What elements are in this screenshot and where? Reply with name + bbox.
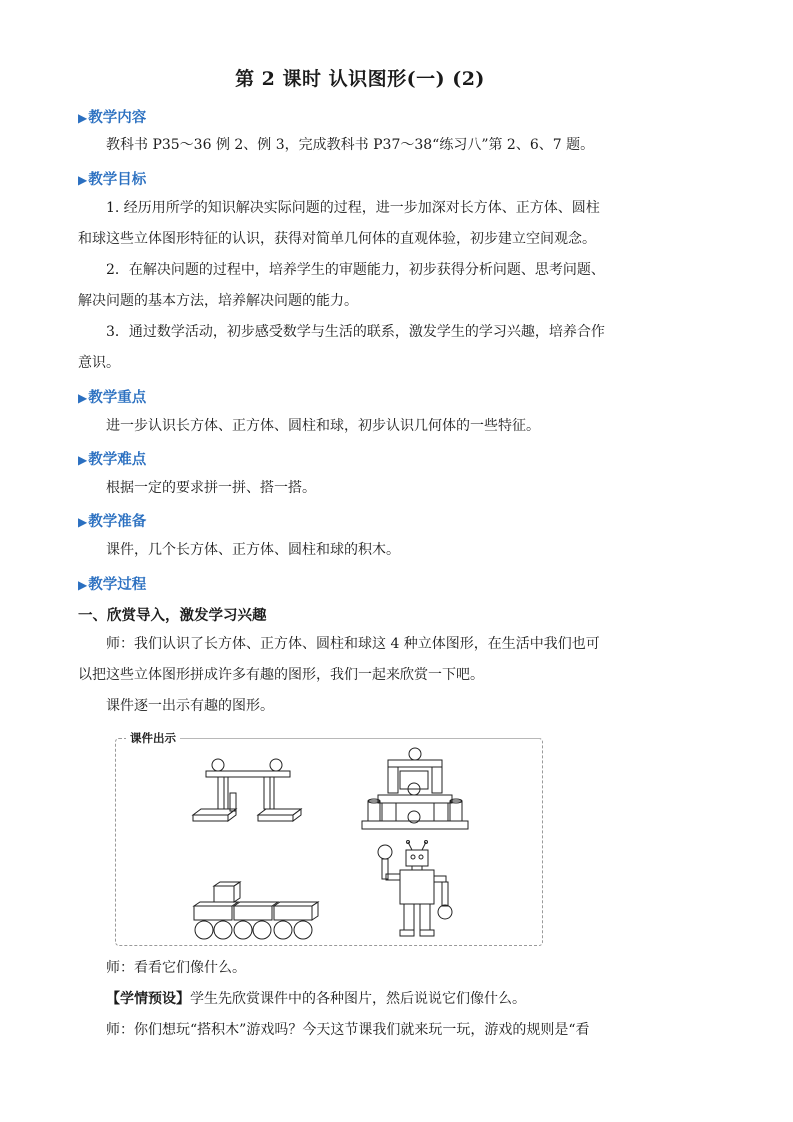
section-heading-text: 教学准备 (88, 514, 147, 530)
triangle-marker-icon: ▶ (78, 391, 88, 405)
block-figure-robot (372, 840, 462, 942)
section-heading-process (78, 573, 146, 594)
courseware-box-label: 课件出示 (126, 730, 180, 746)
block-figure-train (190, 880, 320, 944)
courseware-box-rule (178, 738, 541, 739)
preset-tag: 【学情预设】 (106, 991, 190, 1007)
triangle-marker-icon: ▶ (78, 515, 88, 529)
section-heading-difficulty (78, 448, 146, 469)
section-heading-text: 教学难点 (88, 452, 147, 468)
lesson-title: 第 2 课时 认识图形(一) (2) (235, 68, 485, 90)
content-text: 教科书 P35～36 例 2、例 3，完成教科书 P37～38“练习八”第 2、6、7 题。 (106, 137, 595, 153)
section-heading-key (78, 386, 146, 407)
key-text: 进一步认识长方体、正方体、圆柱和球，初步认识几何体的一些特征。 (106, 418, 540, 434)
section-heading-text: 教学内容 (88, 110, 147, 126)
section-heading-text: 教学重点 (88, 390, 147, 406)
triangle-marker-icon: ▶ (78, 578, 88, 592)
step1-preset (78, 984, 606, 1015)
triangle-marker-icon: ▶ (78, 453, 88, 467)
triangle-marker-icon: ▶ (78, 111, 88, 125)
section-heading-text: 教学过程 (88, 577, 147, 593)
step1-paragraph-3: 师：看看它们像什么。 (106, 960, 246, 976)
section-heading-prep (78, 510, 146, 531)
section-heading-text: 教学目标 (88, 172, 147, 188)
section-heading-goals (78, 168, 146, 189)
step1-paragraph-4: 师：你们想玩“搭积木”游戏吗？今天这节课我们就来玩一玩，游戏的规则是“看 (106, 1022, 590, 1038)
step1-paragraph-2: 课件逐一出示有趣的图形。 (106, 698, 274, 714)
courseware-box (115, 738, 543, 946)
step1-paragraph-1: 师：我们认识了长方体、正方体、圆柱和球这 4 种立体图形，在生活中我们也可以把这些立体图形拼成许多有趣的图形，我们一起来欣赏一下吧。 (78, 636, 600, 683)
triangle-marker-icon: ▶ (78, 173, 88, 187)
goal-item-2: 2．在解决问题的过程中，培养学生的审题能力，初步获得分析问题、思考问题、解决问题的基本方法，培养解决问题的能力。 (78, 262, 605, 309)
goal-item-1: 1. 经历用所学的知识解决实际问题的过程，进一步加深对长方体、正方体、圆柱和球这些立体图形特征的认识，获得对简单几何体的直观体验，初步建立空间观念。 (78, 200, 600, 247)
goal-item-3: 3．通过数学活动，初步感受数学与生活的联系，激发学生的学习兴趣，培养合作意识。 (78, 324, 605, 371)
section-heading-content (78, 106, 146, 127)
preset-text: 学生先欣赏课件中的各种图片，然后说说它们像什么。 (190, 991, 526, 1007)
prep-text: 课件，几个长方体、正方体、圆柱和球的积木。 (106, 542, 400, 558)
step1-heading: 一、欣赏导入，激发学习兴趣 (78, 608, 267, 624)
block-figure-castle (360, 745, 470, 833)
block-figure-gate (188, 755, 308, 830)
difficulty-text: 根据一定的要求拼一拼、搭一搭。 (106, 480, 316, 496)
